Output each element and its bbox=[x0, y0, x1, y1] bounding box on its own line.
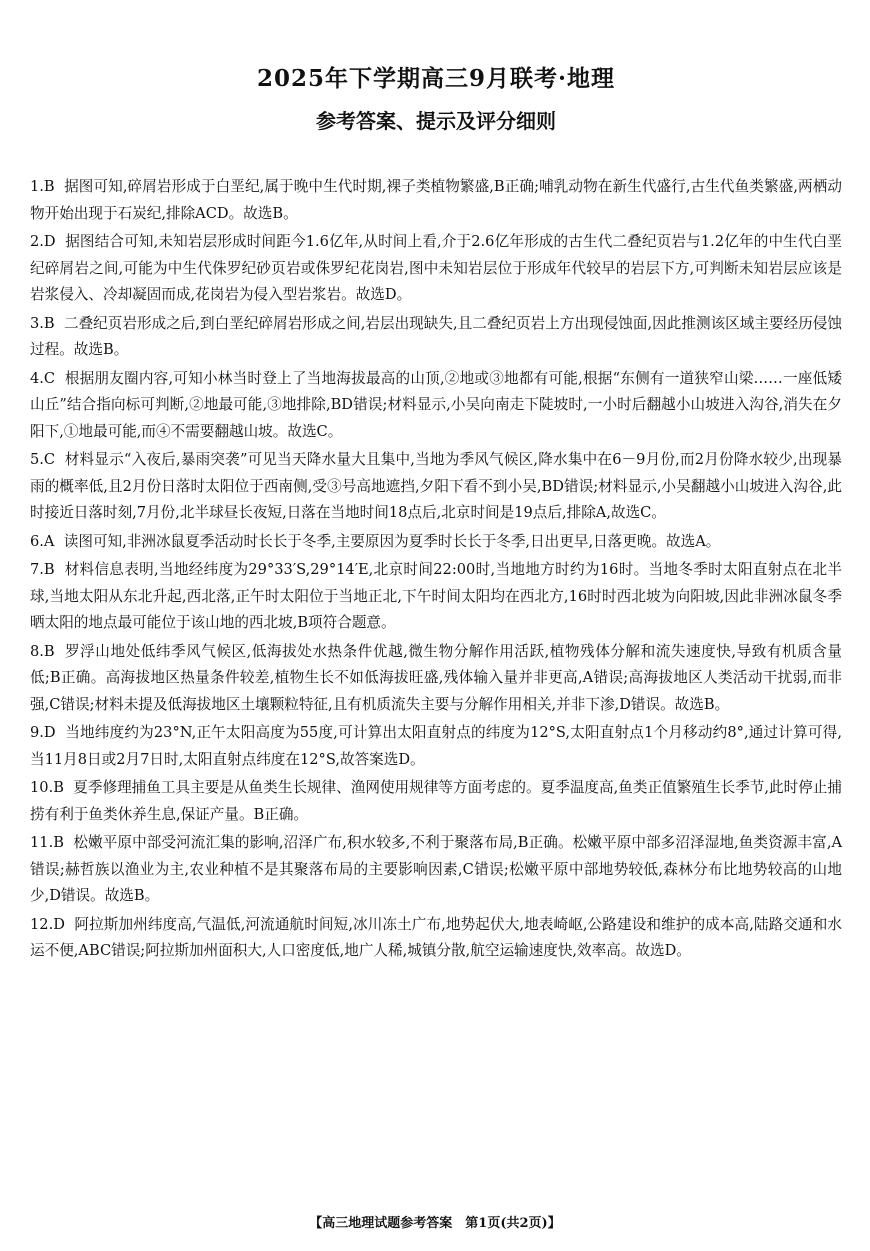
answer-item-9 bbox=[30, 720, 842, 773]
answer-item-10 bbox=[30, 775, 842, 828]
answer-text: 读图可知,非洲冰鼠夏季活动时长长于冬季,主要原因为夏季时长长于冬季,日出更早,日落更晚。故选A。 bbox=[63, 532, 721, 550]
answer-text: 当地纬度约为23°N,正午太阳高度为55度,可计算出太阳直射点的纬度为12°S,太阳直射点1个月移动约8°,通过计算可得,当11月8日或2月7日时,太阳直射点纬度在12°S,故答案选D。 bbox=[30, 724, 843, 768]
answer-number: 8.B bbox=[30, 642, 55, 660]
answer-text: 材料信息表明,当地经纬度为29°33′S,29°14′E,北京时间22:00时,当地地方时约为16时。当地冬季时太阳直射点在北半球,当地太阳从东北升起,西北落,正午时太阳位于当地正北,下午时间太阳均在西北方,16时时西北坡为向阳坡,因此非洲冰鼠冬季晒太阳的地点最可能位于该山地的西北坡,B项符合题意。 bbox=[30, 561, 842, 631]
answer-text: 材料显示“入夜后,暴雨突袭”可见当天降水量大且集中,当地为季风气候区,降水集中在6－9月份,而2月份降水较少,出现暴雨的概率低,且2月份日落时太阳位于西南侧,受③号高地遮挡,夕阳下看不到小吴,BD错误;材料显示,小吴翻越小山坡进入沟谷,此时接近日落时刻,7月份,北半球昼长夜短,日落在当地时间18点后,北京时间是19点后,排除A,故选C。 bbox=[30, 451, 842, 521]
answer-list bbox=[30, 174, 842, 965]
answer-item-11 bbox=[30, 830, 842, 910]
page-footer: 【高三地理试题参考答案 第1页(共2页)】 bbox=[309, 1216, 561, 1231]
answer-number: 6.A bbox=[30, 532, 55, 550]
answer-text: 夏季修理捕鱼工具主要是从鱼类生长规律、渔网使用规律等方面考虑的。夏季温度高,鱼类正值繁殖生长季节,此时停止捕捞有利于鱼类休养生息,保证产量。B正确。 bbox=[30, 779, 842, 823]
answer-text: 罗浮山地处低纬季风气候区,低海拔处水热条件优越,微生物分解作用活跃,植物残体分解和流失速度快,导致有机质含量低;B正确。高海拔地区热量条件较差,植物生长不如低海拔旺盛,残体输入量并非更高,A错误;高海拔地区人类活动干扰弱,而非强,C错误;材料未提及低海拔地区土壤颗粒特征,且有机质流失主要与分解作用相关,并非下渗,D错误。故选B。 bbox=[30, 642, 843, 713]
answer-item-12 bbox=[30, 912, 842, 965]
answer-number: 9.D bbox=[30, 724, 56, 741]
answer-text: 二叠纪页岩形成之后,到白垩纪碎屑岩形成之间,岩层出现缺失,且二叠纪页岩上方出现侵蚀面,因此推测该区域主要经历侵蚀过程。故选B。 bbox=[30, 314, 843, 358]
page-title: 2025年下学期高三9月联考·地理 bbox=[256, 65, 616, 92]
answer-item-6 bbox=[30, 529, 842, 556]
answer-item-2 bbox=[30, 229, 842, 309]
answer-item-5 bbox=[30, 447, 842, 527]
answer-number: 3.B bbox=[30, 314, 55, 332]
answer-number: 5.C bbox=[30, 451, 56, 468]
answer-number: 2.D bbox=[30, 233, 56, 250]
answer-item-8 bbox=[30, 639, 842, 719]
answer-item-4 bbox=[30, 366, 842, 446]
answer-item-7 bbox=[30, 557, 842, 637]
answer-text: 根据朋友圈内容,可知小林当时登上了当地海拔最高的山顶,②地或③地都有可能,根据“东侧有一道狭窄山梁……一座低矮山丘”结合指向标可判断,②地最可能,③地排除,BD错误;材料显示,小吴向南走下陡坡时,一小时后翻越小山坡进入沟谷,消失在夕阳下,①地最可能,而④不需要翻越山坡。故选C。 bbox=[30, 369, 842, 440]
answer-text: 松嫩平原中部受河流汇集的影响,沼泽广布,积水较多,不利于聚落布局,B正确。松嫩平原中部多沼泽湿地,鱼类资源丰富,A错误;赫哲族以渔业为主,农业种植不是其聚落布局的主要影响因素,C错误;松嫩平原中部地势较低,森林分布比地势较高的山地少,D错误。故选B。 bbox=[30, 834, 843, 904]
answer-number: 7.B bbox=[30, 561, 55, 578]
answer-number: 12.D bbox=[30, 915, 65, 933]
answer-text: 据图结合可知,未知岩层形成时间距今1.6亿年,从时间上看,介于2.6亿年形成的古生代二叠纪页岩与1.2亿年的中生代白垩纪碎屑岩之间,可能为中生代侏罗纪砂页岩或侏罗纪花岗岩,图中未知岩层位于形成年代较早的岩层下方,可判断未知岩层应该是岩浆侵入、冷却凝固而成,花岗岩为侵入型岩浆岩。故选D。 bbox=[30, 233, 842, 303]
answer-text: 阿拉斯加州纬度高,气温低,河流通航时间短,冰川冻土广布,地势起伏大,地表崎岖,公路建设和维护的成本高,陆路交通和水运不便,ABC错误;阿拉斯加州面积大,人口密度低,地广人稀,城镇分散,航空运输速度快,效率高。故选D。 bbox=[30, 915, 843, 959]
answer-item-3 bbox=[30, 311, 842, 364]
page-subtitle: 参考答案、提示及评分细则 bbox=[316, 109, 556, 133]
answer-text: 据图可知,碎屑岩形成于白垩纪,属于晚中生代时期,裸子类植物繁盛,B正确;哺乳动物在新生代盛行,古生代鱼类繁盛,两栖动物开始出现于石炭纪,排除ACD。故选B。 bbox=[30, 178, 842, 222]
answer-number: 1.B bbox=[30, 178, 55, 195]
answer-number: 4.C bbox=[30, 369, 56, 387]
answer-item-1 bbox=[30, 174, 842, 227]
answer-number: 11.B bbox=[30, 834, 64, 851]
answer-number: 10.B bbox=[30, 779, 64, 796]
